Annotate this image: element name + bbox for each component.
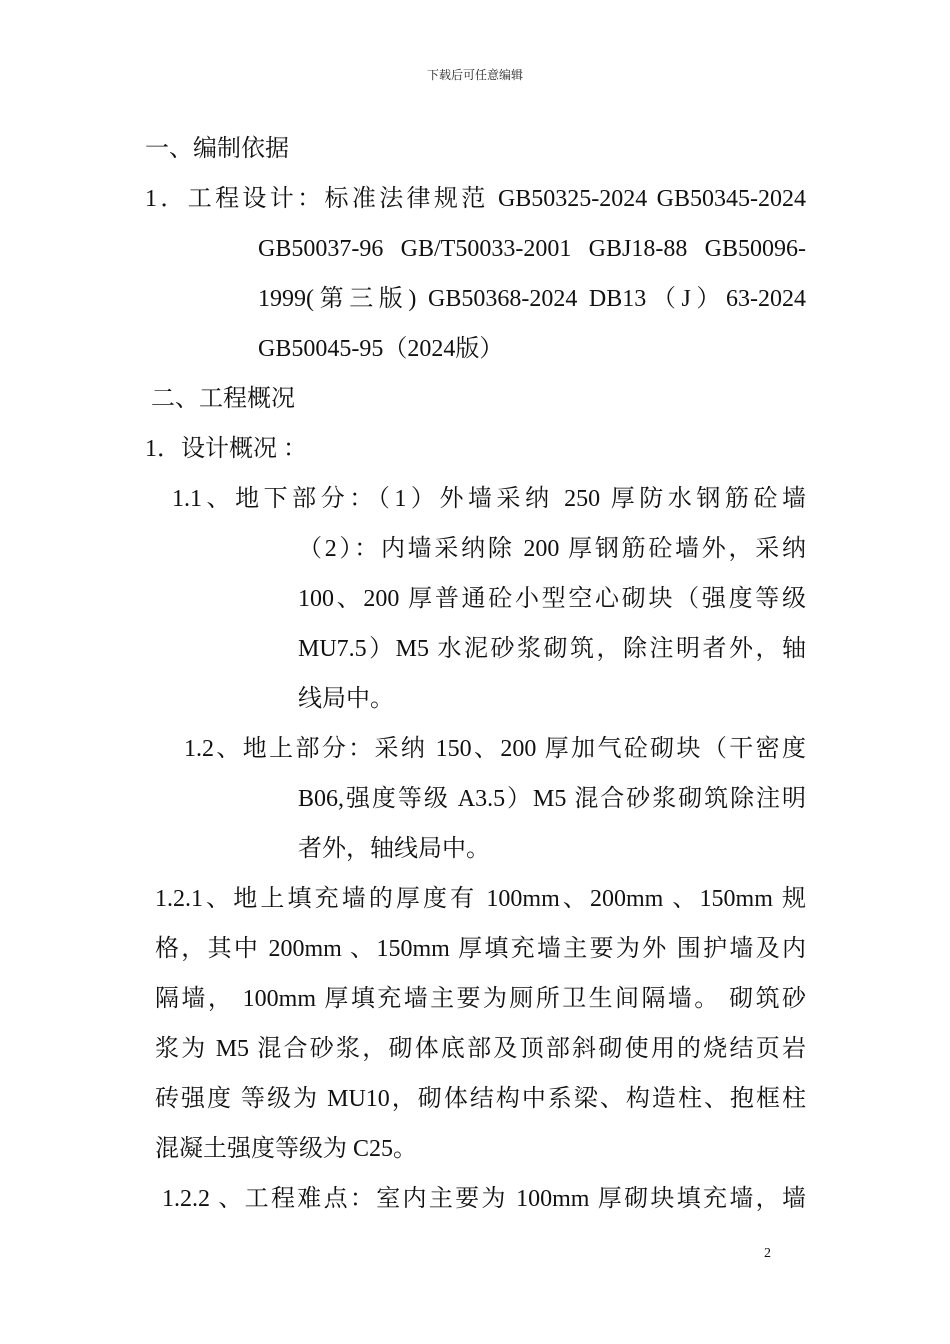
paragraph-line: B06,强度等级 A3.5）M5 混合砂浆砌筑除注明 — [298, 786, 806, 812]
paragraph-line: MU7.5）M5 水泥砂浆砌筑，除注明者外，轴 — [298, 636, 806, 662]
paragraph-line: 1999(第三版) GB50368-2024 DB13（J）63-2024 — [258, 286, 806, 312]
section-heading-basis: 一、编制依据 — [145, 136, 289, 162]
paragraph-line: 1.1、地下部分：（1）外墙采纳 250 厚防水钢筋砼墙 — [172, 486, 806, 512]
paragraph-line: 100、200 厚普通砼小型空心砌块（强度等级 — [298, 586, 806, 612]
paragraph-line: 浆为 M5 混合砂浆，砌体底部及顶部斜砌使用的烧结页岩 — [155, 1036, 806, 1062]
subsection-heading: 1．设计概况 ： — [145, 436, 307, 462]
paragraph-line: GB50045-95（2024版） — [258, 336, 504, 362]
page-number: 2 — [764, 1246, 771, 1261]
paragraph-line: 1.2.2 、工程难点：室内主要为 100mm 厚砌块填充墙，墙 — [162, 1186, 806, 1212]
paragraph-line: 砖强度 等级为 MU10，砌体结构中系梁、构造柱、抱框柱 — [155, 1086, 806, 1112]
paragraph-line: 者外，轴线局中。 — [298, 836, 490, 862]
paragraph-line: 隔墙， 100mm 厚填充墙主要为厕所卫生间隔墙。 砌筑砂 — [155, 986, 806, 1012]
paragraph-line: 线局中。 — [298, 686, 394, 712]
paragraph-line: 格，其中 200mm 、150mm 厚填充墙主要为外 围护墙及内 — [155, 936, 806, 962]
paragraph-line: 混凝土强度等级为 C25。 — [155, 1136, 418, 1162]
paragraph-line: （2）：内墙采纳除 200 厚钢筋砼墙外，采纳 — [298, 536, 806, 562]
paragraph-line: 1.2.1、地上填充墙的厚度有 100mm、200mm 、150mm 规 — [155, 886, 806, 912]
paragraph-line: GB50037-96 GB/T50033-2001 GBJ18-88 GB50096- — [258, 236, 806, 262]
section-heading-overview: 二、工程概况 — [151, 386, 295, 412]
paragraph-line: 1．工程设计：标准法律规范 GB50325-2024 GB50345-2024 — [145, 186, 806, 212]
page-header: 下载后可任意编辑 — [426, 68, 523, 82]
paragraph-line: 1.2、地上部分：采纳 150、200 厚加气砼砌块（干密度 — [184, 736, 806, 762]
